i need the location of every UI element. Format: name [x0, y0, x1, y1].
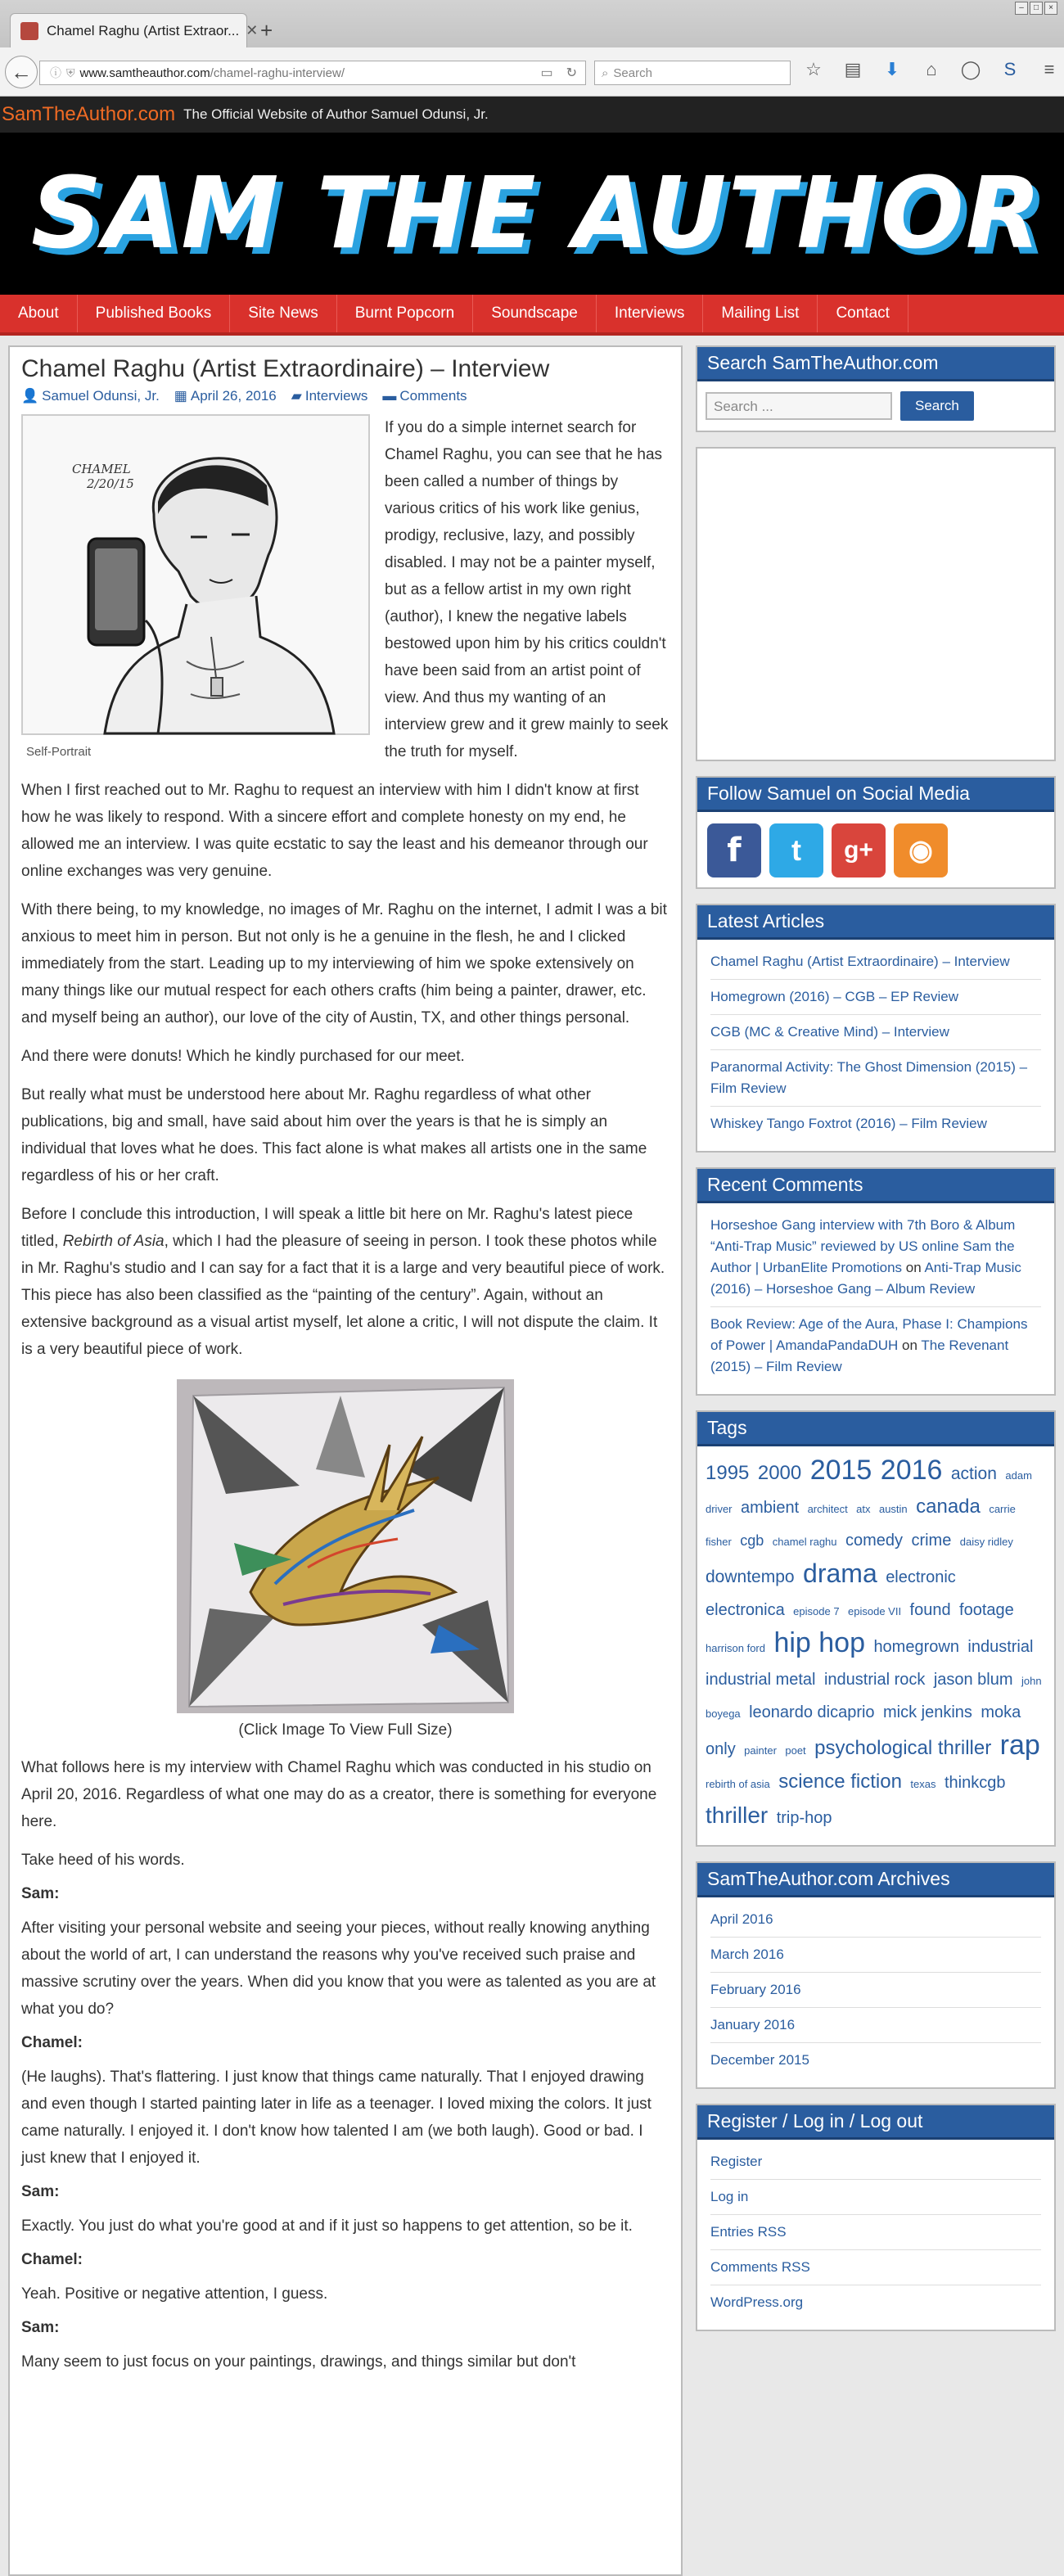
rss-icon[interactable]: ◉	[894, 823, 948, 877]
paragraph-3: With there being, to my knowledge, no images of Mr. Raghu on the internet, I admit I was a bit anxious to meet him in person. But not only is he a genuine in the flesh, he and I clicked immediately from the start. Leading up to my interviewing of him we spoke extensively on many things like our mutual respect for each others crafts (him being a painter, drawer, etc. and myself being an author), our love of the city of Austin, TX, and other things personal.	[21, 901, 667, 1026]
window-controls	[1015, 2, 1057, 15]
tag-link[interactable]: moka only	[706, 1703, 1021, 1758]
tag-link[interactable]: cgb	[740, 1532, 764, 1549]
bookmark-star-icon[interactable]: ☆	[805, 59, 822, 79]
menu-icon[interactable]: ≡	[1044, 59, 1055, 79]
menu-item-contact[interactable]: Contact	[818, 295, 908, 332]
portrait-signature: CHAMEL 2/20/15	[72, 462, 134, 491]
menu-item-published-books[interactable]: Published Books	[78, 295, 231, 332]
archives-title: SamTheAuthor.com Archives	[697, 1863, 1054, 1897]
archives-widget	[696, 1861, 1056, 2089]
comment-on: on	[902, 1260, 925, 1275]
tag-cloud	[697, 1446, 1054, 1835]
speaker-sam: Sam:	[21, 1885, 60, 1902]
tag-link[interactable]: industrial metal	[706, 1671, 816, 1689]
comment-icon: ▬	[382, 388, 397, 404]
tag-link[interactable]: comedy	[845, 1532, 903, 1550]
tag-link[interactable]: psychological thriller	[814, 1737, 992, 1759]
article-date[interactable]: April 26, 2016	[190, 388, 277, 404]
site-banner[interactable]	[0, 133, 1064, 295]
tags-widget	[696, 1410, 1056, 1847]
paragraph-6-text-b: , which I had the pleasure of seeing in person. I took these photos while in Mr. Raghu's studio and I can say for a fact that it is a large and very beautiful piece of work. This piece has also been classified as the “painting of the century”. Again, without an extensive background as a visual artist myself, let alone a critic, I will not dispute the claim. It is a very beautiful piece of work.	[21, 1233, 665, 1358]
tag-link[interactable]: driver	[706, 1503, 733, 1515]
tag-link[interactable]: footage	[959, 1601, 1014, 1619]
latest-articles-widget	[696, 904, 1056, 1153]
portrait-figure	[21, 414, 373, 759]
tag-link[interactable]: downtempo	[706, 1568, 795, 1586]
tag-link[interactable]: crime	[911, 1532, 952, 1550]
article-author[interactable]: Samuel Odunsi, Jr.	[42, 388, 160, 404]
browser-nav-bar	[0, 47, 1064, 97]
toolbar-icons	[802, 59, 1061, 80]
recent-comment	[710, 1307, 1041, 1384]
meta-widget	[696, 2104, 1056, 2331]
question-1: After visiting your personal website and seeing your pieces, without really knowing anything about the world of art, I can understand the reasons why you've received such praise and massive scrutiny over the years. When did you know that you were as talented as you are at what you do?	[21, 1920, 656, 2018]
url-path: /chamel-raghu-interview/	[210, 65, 345, 80]
speaker-chamel: Chamel:	[21, 2034, 83, 2051]
paragraph-2: When I first reached out to Mr. Raghu to request an interview with him I didn't know at first how he was likely to respond. With a sincere effort and complete honesty on my end, he allowed me an interview. I was quite ecstatic to say the least and his demeanor through our online exchanges was very genuine.	[21, 782, 648, 880]
tag-link[interactable]: drama	[803, 1559, 877, 1588]
new-tab-button[interactable]: +	[260, 18, 273, 43]
speaker-sam: Sam:	[21, 2319, 60, 2336]
tag-link[interactable]: mick jenkins	[883, 1703, 972, 1721]
archive-link[interactable]: December 2015	[710, 2052, 809, 2068]
twitter-icon[interactable]: t	[769, 823, 823, 877]
latest-article-link[interactable]: CGB (MC & Creative Mind) – Interview	[710, 1015, 1041, 1050]
entries-rss-link[interactable]: Entries RSS	[710, 2215, 1041, 2250]
article-title: Chamel Raghu (Artist Extraordinaire) – Interview	[21, 355, 550, 382]
minimize-icon[interactable]: –	[1015, 2, 1028, 15]
close-tab-icon[interactable]: ✕	[246, 22, 259, 38]
browser-search-field[interactable]	[594, 61, 791, 85]
comment-post-link[interactable]: The Revenant (2015) – Film Review	[710, 1338, 1009, 1374]
user-icon: 👤	[21, 388, 39, 404]
portrait-caption: Self-Portrait	[26, 745, 92, 759]
search-widget-title: Search SamTheAuthor.com	[697, 347, 1054, 381]
tag-link[interactable]: industrial rock	[823, 1671, 926, 1689]
calendar-icon: ▦	[174, 388, 187, 404]
tag-link[interactable]: 2016	[880, 1455, 943, 1486]
tag-link[interactable]: harrison ford	[706, 1642, 765, 1654]
latest-article-link[interactable]: Chamel Raghu (Artist Extraordinaire) – Interview	[710, 945, 1041, 980]
tag-link[interactable]: painter	[744, 1744, 777, 1757]
tag-link[interactable]: science fiction	[778, 1771, 902, 1793]
tag-link[interactable]: thriller	[706, 1802, 769, 1828]
favicon-icon	[20, 22, 38, 40]
maximize-icon[interactable]: □	[1030, 2, 1043, 15]
tag-link[interactable]: texas	[910, 1778, 936, 1790]
tab-title: Chamel Raghu (Artist Extraor...	[47, 22, 240, 38]
tag-link[interactable]: 1995	[706, 1462, 750, 1484]
search-icon: ⌕	[602, 65, 609, 80]
tag-link[interactable]: jason blum	[933, 1671, 1013, 1689]
tag-link[interactable]: architect	[807, 1503, 848, 1515]
menu-item-site-news[interactable]: Site News	[230, 295, 337, 332]
question-2: Exactly. You just do what you're good at and if it just so happens to get attention, so be it.	[21, 2217, 633, 2235]
article	[8, 345, 683, 2576]
home-icon[interactable]: ⌂	[926, 59, 937, 79]
info-icon[interactable]: ⓘ	[50, 66, 61, 79]
archive-link[interactable]: January 2016	[710, 2008, 1041, 2043]
wordpress-link[interactable]: WordPress.org	[710, 2294, 804, 2310]
question-3: Many seem to just focus on your paintings, drawings, and things similar but don't	[21, 2353, 576, 2371]
tag-link[interactable]: rebirth of asia	[706, 1778, 770, 1790]
tag-link[interactable]: poet	[785, 1744, 806, 1757]
comment-on: on	[898, 1338, 922, 1353]
google-plus-icon[interactable]: g+	[832, 823, 886, 877]
tag-link[interactable]: found	[909, 1601, 951, 1619]
menu-item-mailing-list[interactable]: Mailing List	[703, 295, 818, 332]
chat-icon[interactable]: ◯	[960, 59, 981, 79]
latest-article-link[interactable]: Paranormal Activity: The Ghost Dimension (2015) – Film Review	[710, 1050, 1041, 1107]
facebook-icon[interactable]: f	[707, 823, 761, 877]
tag-link[interactable]: chamel raghu	[772, 1536, 837, 1548]
login-link[interactable]: Log in	[710, 2180, 1041, 2215]
search-placeholder: Search	[613, 65, 652, 80]
download-icon[interactable]: ⬇	[884, 59, 900, 79]
paragraph-6	[21, 1201, 670, 1363]
search-button[interactable]: Search	[900, 391, 974, 421]
address-bar[interactable]	[39, 61, 586, 85]
tag-link[interactable]: daisy ridley	[959, 1536, 1013, 1548]
sidebar	[696, 345, 1056, 2346]
painting-title: Rebirth of Asia	[62, 1233, 165, 1250]
browser-tab[interactable]	[10, 13, 259, 47]
tag-link[interactable]: 2015	[809, 1455, 872, 1486]
shield-icon[interactable]: ⛨	[66, 65, 75, 79]
latest-article-link[interactable]: Whiskey Tango Foxtrot (2016) – Film Review	[710, 1116, 987, 1131]
recent-comments-title: Recent Comments	[697, 1169, 1054, 1203]
answer-1: (He laughs). That's flattering. I just know that things came naturally. That I enjoyed drawing and even though I started painting later in life as a teenager. I loved mixing the colors. It just came naturally. I enjoyed it. I don't know how talented I am (we both laugh). Good or bad. I just knew that I enjoyed it.	[21, 2068, 651, 2167]
tag-link[interactable]: rap	[999, 1730, 1040, 1761]
paragraph-6-text-a: Before I conclude this introduction, I will speak a little bit here on Mr. Raghu's latest piece titled,	[21, 1206, 633, 1250]
tag-link[interactable]: austin	[878, 1503, 908, 1515]
reader-view-icon[interactable]: ▭	[540, 66, 553, 80]
article-category[interactable]: Interviews	[304, 388, 368, 404]
archive-link[interactable]: February 2016	[710, 1973, 1041, 2008]
main-menu	[0, 295, 1064, 336]
search-input[interactable]: Search ...	[706, 392, 892, 420]
folder-icon: ▰	[291, 388, 302, 404]
tag-link[interactable]: 2000	[757, 1462, 802, 1484]
tag-link[interactable]: leonardo dicaprio	[749, 1703, 875, 1721]
tag-link[interactable]: canada	[916, 1496, 981, 1518]
paragraph-4: And there were donuts! Which he kindly purchased for our meet.	[21, 1048, 465, 1065]
social-widget-title: Follow Samuel on Social Media	[697, 778, 1054, 812]
tag-link[interactable]: adam	[1005, 1469, 1032, 1482]
menu-item-burnt-popcorn[interactable]: Burnt Popcorn	[337, 295, 473, 332]
url-host: www.samtheauthor.com	[79, 65, 210, 80]
comment-author-link[interactable]: Book Review: Age of the Aura, Phase I: Champions of Power | AmandaPandaDUH	[710, 1316, 1028, 1353]
tags-title: Tags	[697, 1412, 1054, 1446]
search-widget	[696, 345, 1056, 432]
painting-caption: (Click Image To View Full Size)	[238, 1721, 453, 1739]
empty-widget	[696, 447, 1056, 761]
tag-link[interactable]: trip-hop	[776, 1809, 832, 1827]
comments-rss-link[interactable]: Comments RSS	[710, 2250, 1041, 2285]
menu-item-interviews[interactable]: Interviews	[597, 295, 704, 332]
banner-title: SAM THE AUTHOR	[31, 157, 1044, 271]
tag-link[interactable]: carrie	[989, 1503, 1016, 1515]
paragraph-7: What follows here is my interview with Chamel Raghu which was conducted in his studio on April 20, 2016. Regardless of what one may do as a creator, there is something for everyone here.	[21, 1759, 657, 1830]
speaker-sam: Sam:	[21, 2183, 60, 2200]
social-widget	[696, 776, 1056, 889]
tag-link[interactable]: episode 7	[793, 1605, 840, 1617]
menu-item-soundscape[interactable]: Soundscape	[473, 295, 597, 332]
extension-icon[interactable]: S	[1003, 59, 1017, 79]
tag-link[interactable]: homegrown	[873, 1638, 959, 1656]
archive-link[interactable]: April 2016	[710, 1902, 1041, 1938]
intro-paragraph: If you do a simple internet search for Chamel Raghu, you can see that he has been called a number of things by various critics of his work like genius, prodigy, reclusive, lazy, and possibly disabled. I may not be a painter myself, but as a fellow artist in my own right (author), I knew the negative labels bestowed upon him by his critics couldn't have been said from an artist point of view. And thus my wanting of an interview grew and it grew mainly to seek the truth for myself.	[385, 419, 669, 760]
tag-link[interactable]: john boyega	[706, 1675, 1042, 1720]
reading-list-icon[interactable]: ▤	[844, 59, 862, 79]
speaker-chamel: Chamel:	[21, 2251, 83, 2268]
article-meta	[21, 388, 670, 404]
recent-comments-widget	[696, 1167, 1056, 1396]
comment-author-link[interactable]: Horseshoe Gang interview with 7th Boro & Album “Anti-Trap Music” reviewed by US online Sam the Author | UrbanElite Promotions	[710, 1217, 1016, 1275]
tag-link[interactable]: episode VII	[848, 1605, 902, 1617]
recent-comment	[710, 1208, 1041, 1307]
site-top-bar	[0, 97, 1064, 133]
menu-item-about[interactable]: About	[0, 295, 78, 332]
article-comments-link[interactable]: Comments	[399, 388, 467, 404]
site-tagline: The Official Website of Author Samuel Odunsi, Jr.	[183, 106, 489, 122]
register-link[interactable]: Register	[710, 2145, 1041, 2180]
site-logo[interactable]: SamTheAuthor.com	[2, 103, 176, 125]
tag-link[interactable]: industrial	[967, 1638, 1034, 1656]
latest-article-link[interactable]: Homegrown (2016) – CGB – EP Review	[710, 980, 1041, 1015]
painting-image[interactable]	[177, 1379, 514, 1713]
comment-post-link[interactable]: Anti-Trap Music (2016) – Horseshoe Gang – Album Review	[710, 1260, 1021, 1297]
meta-title: Register / Log in / Log out	[697, 2105, 1054, 2140]
paragraph-8: Take heed of his words.	[21, 1852, 185, 1869]
archive-link[interactable]: March 2016	[710, 1938, 1041, 1973]
close-window-icon[interactable]: ×	[1044, 2, 1057, 15]
portrait-image[interactable]	[21, 414, 370, 735]
answer-2: Yeah. Positive or negative attention, I guess.	[21, 2285, 328, 2303]
latest-articles-title: Latest Articles	[697, 905, 1054, 940]
tag-link[interactable]: fisher	[706, 1536, 732, 1548]
back-button[interactable]: ←	[5, 56, 38, 88]
paragraph-5: But really what must be understood here about Mr. Raghu regardless of what other publications, big and small, have said about him over the years is that he is simply an individual that loves what he does. This fact alone is what makes all artists one in the same regardless of his or her craft.	[21, 1086, 647, 1184]
reload-icon[interactable]: ↻	[566, 66, 577, 80]
tag-link[interactable]: electronic	[886, 1568, 956, 1586]
tag-link[interactable]: hip hop	[773, 1627, 865, 1658]
tag-link[interactable]: electronica	[706, 1601, 785, 1619]
browser-tab-bar	[0, 0, 1064, 47]
tag-link[interactable]: ambient	[740, 1499, 800, 1517]
tag-link[interactable]: atx	[856, 1503, 871, 1515]
tag-link[interactable]: action	[950, 1464, 997, 1483]
tag-link[interactable]: thinkcgb	[944, 1774, 1006, 1792]
